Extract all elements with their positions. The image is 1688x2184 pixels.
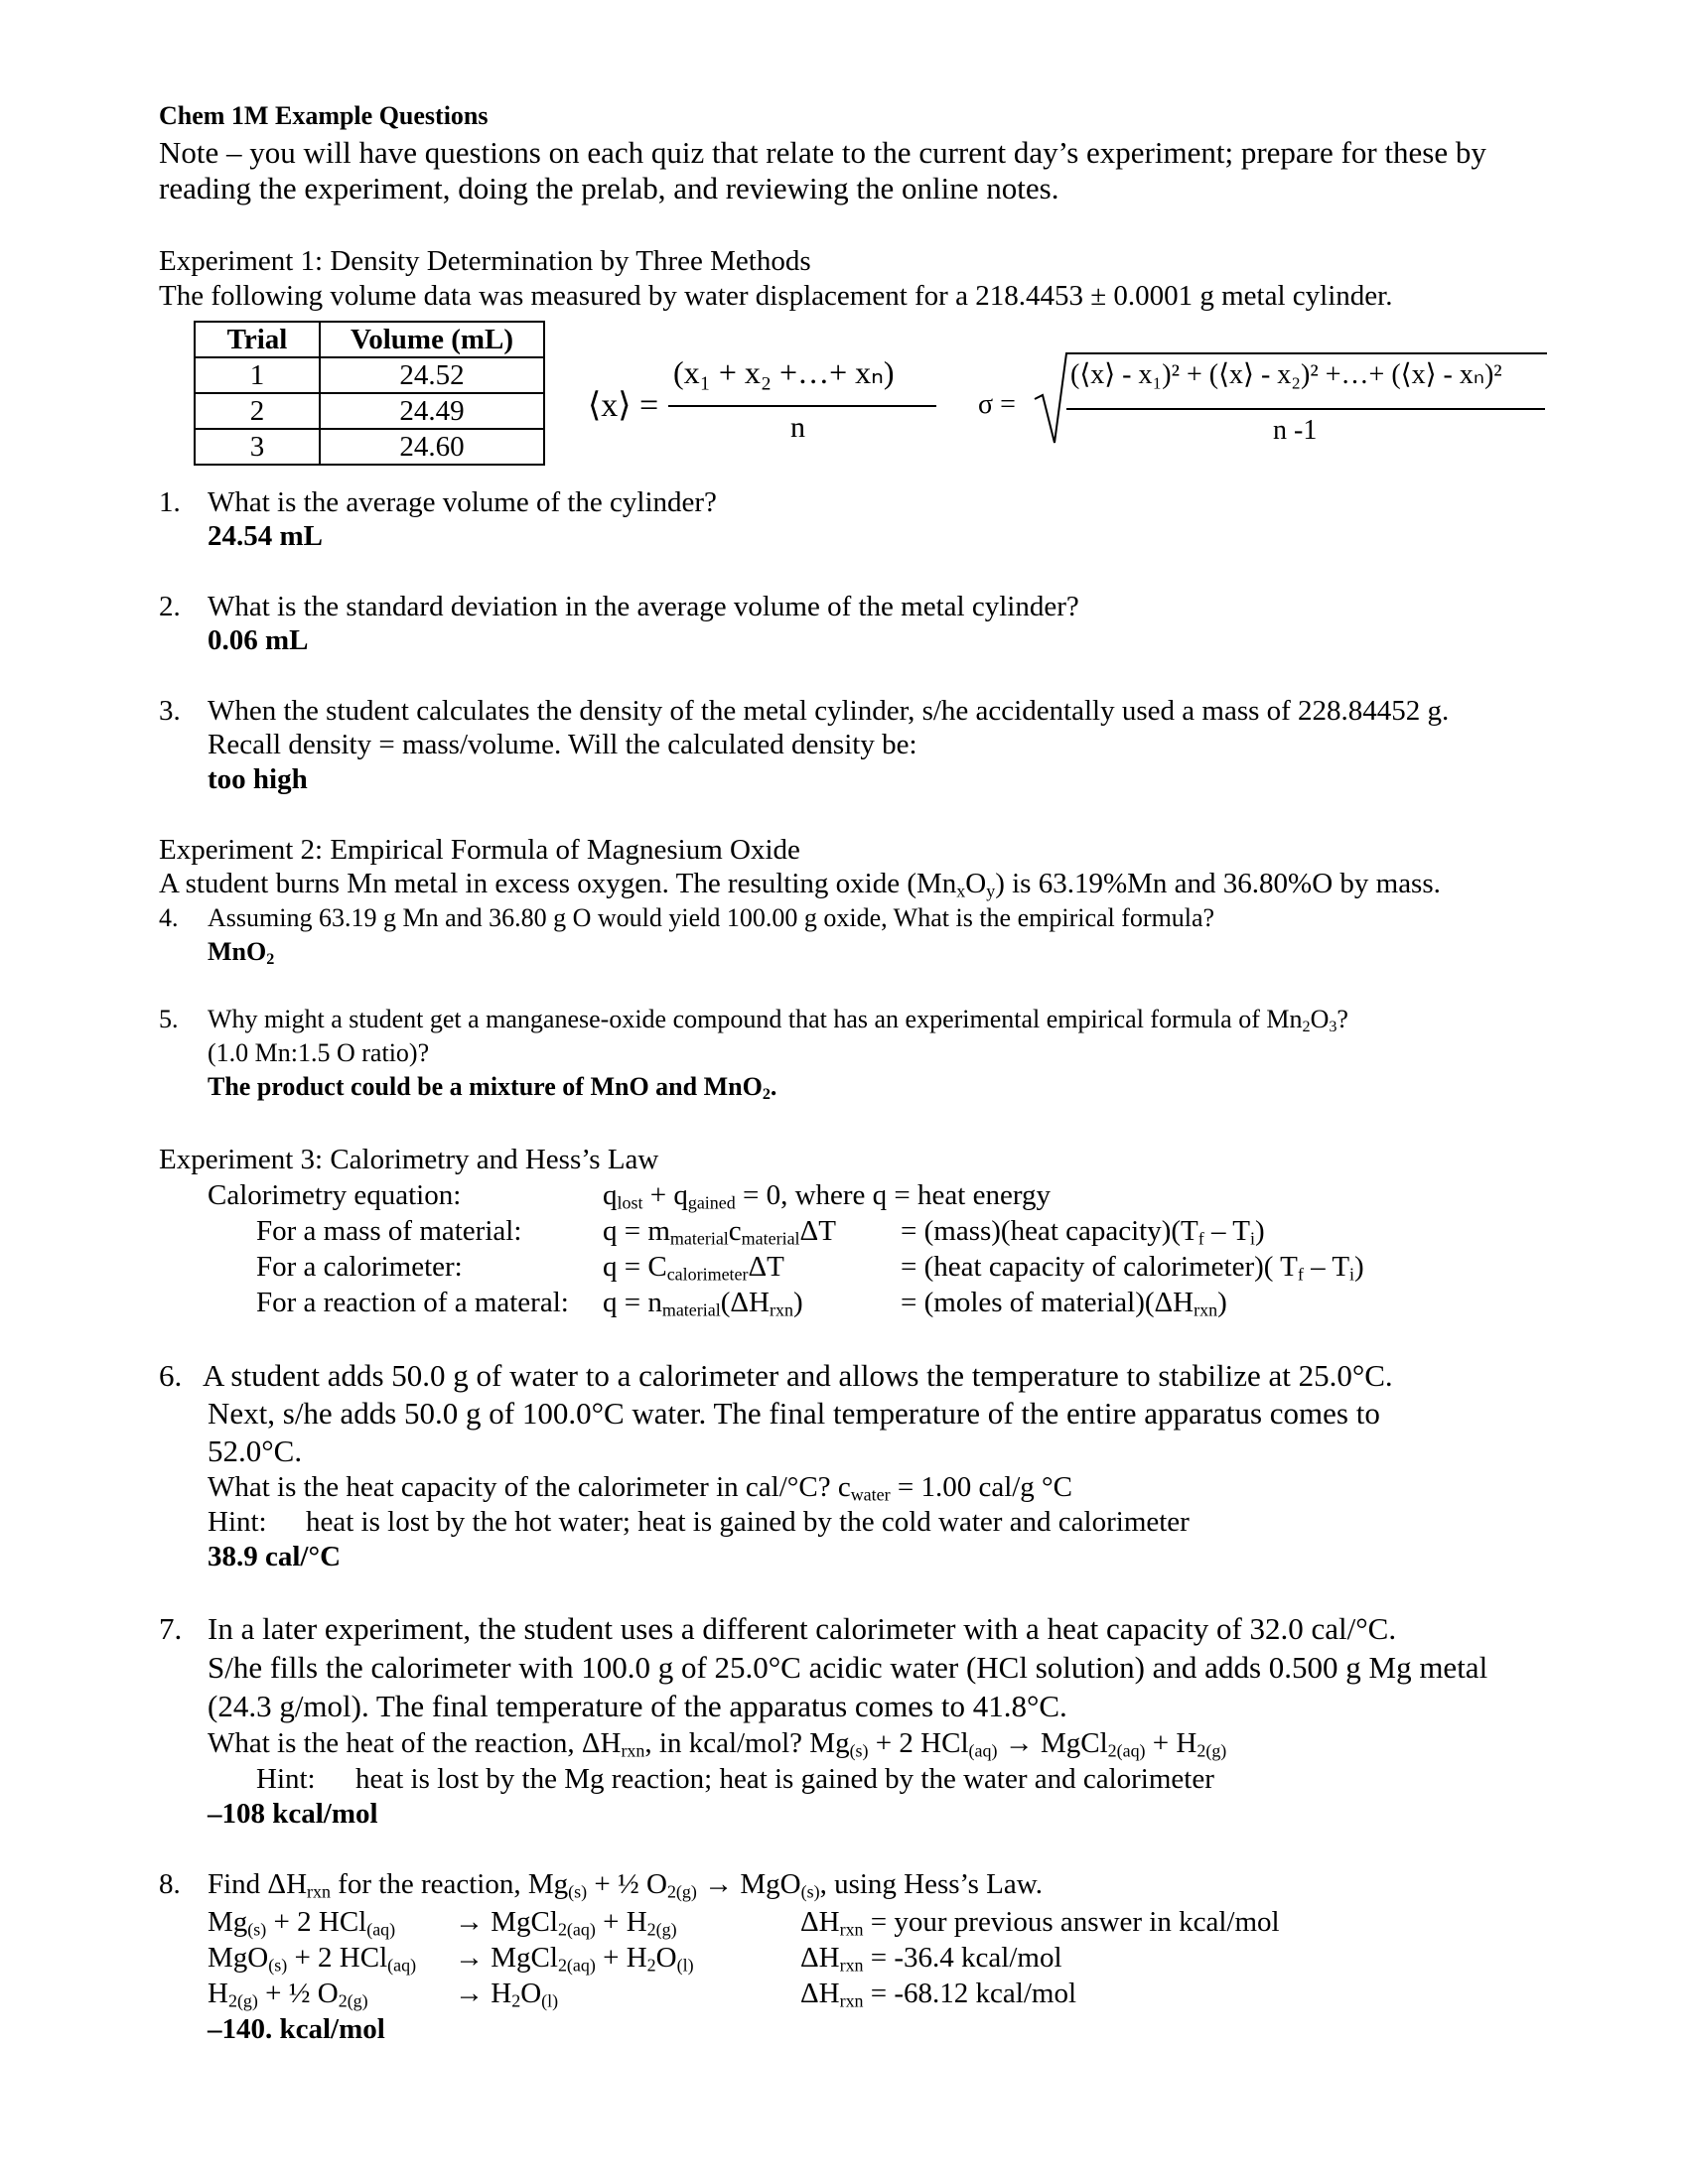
table-cell: 24.60 bbox=[320, 429, 544, 465]
calorimetry-equation: $q = m_{material}c_{material}\Delta T$ bbox=[603, 1215, 836, 1249]
answer-text: 0.06 mL bbox=[208, 624, 309, 656]
calorimetry-label: Calorimetry equation: bbox=[208, 1179, 462, 1211]
calorimetry-label: For a reaction of a materal: bbox=[256, 1287, 569, 1318]
question-text: Find $\Delta H_{rxn}$ for the reaction, $Mg_{(s)}$ + ½ $O_{2(g)} \to MgO_{(s)}$, using Hess’s Law. bbox=[208, 1868, 1044, 1902]
calorimetry-equation: $q = C_{calorimeter}\Delta T$ bbox=[603, 1251, 784, 1285]
sd-formula-lhs: σ = bbox=[978, 389, 1016, 420]
note-line-1: Note – you will have questions on each quiz that relate to the current day’s experiment; prepare for these by bbox=[159, 135, 1486, 170]
hint-label: Hint: bbox=[208, 1506, 267, 1538]
table-cell: 1 bbox=[195, 357, 320, 393]
reaction-reactants: $Mg_{(s)} + 2$ HCl$_{(aq)}$ bbox=[208, 1906, 396, 1940]
answer-text: The product could be a mixture of MnO and MnO$_2$. bbox=[208, 1072, 777, 1104]
question-text: What is the average volume of the cylinder? bbox=[208, 486, 717, 518]
volume-table bbox=[194, 321, 545, 466]
question-number: 2. bbox=[159, 591, 181, 622]
hint-text: heat is lost by the hot water; heat is gained by the cold water and calorimeter bbox=[306, 1506, 1190, 1538]
mean-fraction-bar bbox=[668, 405, 936, 407]
mean-formula-denominator: n bbox=[790, 411, 805, 444]
question-number: 3. bbox=[159, 695, 181, 727]
reaction-enthalpy: $\Delta H_{rxn}$ = your previous answer in kcal/mol bbox=[800, 1906, 1280, 1940]
table-cell: 3 bbox=[195, 429, 320, 465]
reaction-products: → MgCl$_{2(aq)}$ + $H_2O_{(l)}$ bbox=[455, 1942, 694, 1976]
answer-text: 38.9 cal/°C bbox=[208, 1541, 342, 1572]
table-header: Volume (mL) bbox=[320, 322, 544, 357]
question-text: 52.0°C. bbox=[208, 1433, 303, 1468]
hint-text: heat is lost by the Mg reaction; heat is gained by the water and calorimeter bbox=[355, 1763, 1214, 1795]
reaction-reactants: $H_{2(g)}$ + ½ $O_{2(g)}$ bbox=[208, 1978, 368, 2011]
calorimetry-label: For a mass of material: bbox=[256, 1215, 522, 1247]
calorimetry-equation-meaning: = (heat capacity of calorimeter)( $T_f - T_i$) bbox=[901, 1251, 1364, 1285]
answer-text: 24.54 mL bbox=[208, 520, 323, 552]
answer-text: –108 kcal/mol bbox=[208, 1798, 378, 1830]
question-text: S/he fills the calorimeter with 100.0 g of 25.0°C acidic water (HCl solution) and adds 0.500 g Mg metal bbox=[208, 1650, 1488, 1685]
question-text: Assuming 63.19 g Mn and 36.80 g O would yield 100.00 g oxide, What is the empirical formula? bbox=[208, 903, 1215, 932]
question-text: What is the standard deviation in the average volume of the metal cylinder? bbox=[208, 591, 1079, 622]
question-text: A student adds 50.0 g of water to a calorimeter and allows the temperature to stabilize at 25.0°C. bbox=[203, 1358, 1393, 1393]
answer-text: –140. kcal/mol bbox=[208, 2013, 385, 2045]
question-number: 4. bbox=[159, 903, 179, 932]
question-text: What is the heat of the reaction, $\Delta H_{rxn}$, in kcal/mol? $Mg_{(s)} + 2$ HCl$_{(aq)}$ → MgCl$_{2(aq)}$ + $H_{2(g)}$ bbox=[208, 1727, 1227, 1761]
table-row bbox=[195, 393, 544, 429]
calorimetry-equation: $q = n_{material}(\Delta H_{rxn})$ bbox=[603, 1287, 803, 1320]
question-number: 6. bbox=[159, 1358, 183, 1393]
table-header-row bbox=[195, 322, 544, 357]
reaction-products: → $H_2O_{(l)}$ bbox=[455, 1978, 559, 2011]
exp2-intro: A student burns Mn metal in excess oxygen. The resulting oxide $(Mn_xO_y)$ is 63.19%Mn and 36.80%O by mass. bbox=[159, 868, 1441, 901]
document-title: Chem 1M Example Questions bbox=[159, 101, 489, 130]
table-row bbox=[195, 357, 544, 393]
question-text: What is the heat capacity of the calorimeter in cal/°C? $c_{water} = 1.00$ cal/g °C bbox=[208, 1471, 1072, 1505]
answer-text: MnO$_2$ bbox=[208, 937, 275, 969]
table-header: Trial bbox=[195, 322, 320, 357]
exp1-heading: Experiment 1: Density Determination by Three Methods bbox=[159, 245, 811, 277]
question-text: (24.3 g/mol). The final temperature of the apparatus comes to 41.8°C. bbox=[208, 1689, 1067, 1723]
reaction-reactants: MgO$_{(s)}$ + 2 HCl$_{(aq)}$ bbox=[208, 1942, 417, 1976]
question-text: In a later experiment, the student uses a different calorimeter with a heat capacity of 32.0 cal/°C. bbox=[208, 1611, 1397, 1646]
mean-formula-lhs: ⟨x⟩ = bbox=[588, 387, 659, 424]
question-text: Recall density = mass/volume. Will the calculated density be: bbox=[208, 729, 917, 760]
sd-formula-numerator: (⟨x⟩ - x₁)² + (⟨x⟩ - x₂)² +…+ (⟨x⟩ - xₙ)² bbox=[1070, 359, 1502, 390]
exp3-heading: Experiment 3: Calorimetry and Hess’s Law bbox=[159, 1144, 659, 1175]
note-line-2: reading the experiment, doing the prelab, and reviewing the online notes. bbox=[159, 171, 1059, 205]
reaction-enthalpy: $\Delta H_{rxn} = -68.12$ kcal/mol bbox=[800, 1978, 1077, 2011]
sd-formula-denominator: n -1 bbox=[1273, 415, 1318, 446]
question-text: When the student calculates the density of the metal cylinder, s/he accidentally used a mass of 228.84452 g. bbox=[208, 695, 1450, 727]
table-cell: 2 bbox=[195, 393, 320, 429]
table-cell: 24.52 bbox=[320, 357, 544, 393]
calorimetry-equation: $q_{lost} + q_{gained} = 0$, where q = heat energy bbox=[603, 1179, 1051, 1213]
question-number: 7. bbox=[159, 1611, 183, 1646]
table-row bbox=[195, 429, 544, 465]
exp2-heading: Experiment 2: Empirical Formula of Magnesium Oxide bbox=[159, 834, 800, 866]
table-cell: 24.49 bbox=[320, 393, 544, 429]
question-number: 5. bbox=[159, 1005, 179, 1033]
question-text: (1.0 Mn:1.5 O ratio)? bbox=[208, 1038, 430, 1067]
question-text: Why might a student get a manganese-oxide compound that has an experimental empirical formula of $Mn_2O_3$? bbox=[208, 1005, 1348, 1036]
hint-label: Hint: bbox=[256, 1763, 316, 1795]
calorimetry-label: For a calorimeter: bbox=[256, 1251, 463, 1283]
exp1-intro: The following volume data was measured by water displacement for a 218.4453 ± 0.0001 g metal cylinder. bbox=[159, 280, 1393, 312]
question-number: 1. bbox=[159, 486, 181, 518]
mean-formula-numerator: (x₁ + x₂ +…+ xₙ) bbox=[673, 354, 895, 390]
question-text: Next, s/he adds 50.0 g of 100.0°C water. The final temperature of the entire apparatus comes to bbox=[208, 1396, 1380, 1431]
reaction-enthalpy: $\Delta H_{rxn} = -36.4$ kcal/mol bbox=[800, 1942, 1062, 1976]
calorimetry-equation-meaning: = (moles of $material)(\Delta H_{rxn})$ bbox=[901, 1287, 1227, 1320]
question-number: 8. bbox=[159, 1868, 181, 1900]
reaction-products: → MgCl$_{2(aq)}$ + $H_{2(g)}$ bbox=[455, 1906, 677, 1940]
calorimetry-equation-meaning: = (mass)(heat $capacity)(T_f - T_i)$ bbox=[901, 1215, 1265, 1249]
answer-text: too high bbox=[208, 763, 308, 795]
